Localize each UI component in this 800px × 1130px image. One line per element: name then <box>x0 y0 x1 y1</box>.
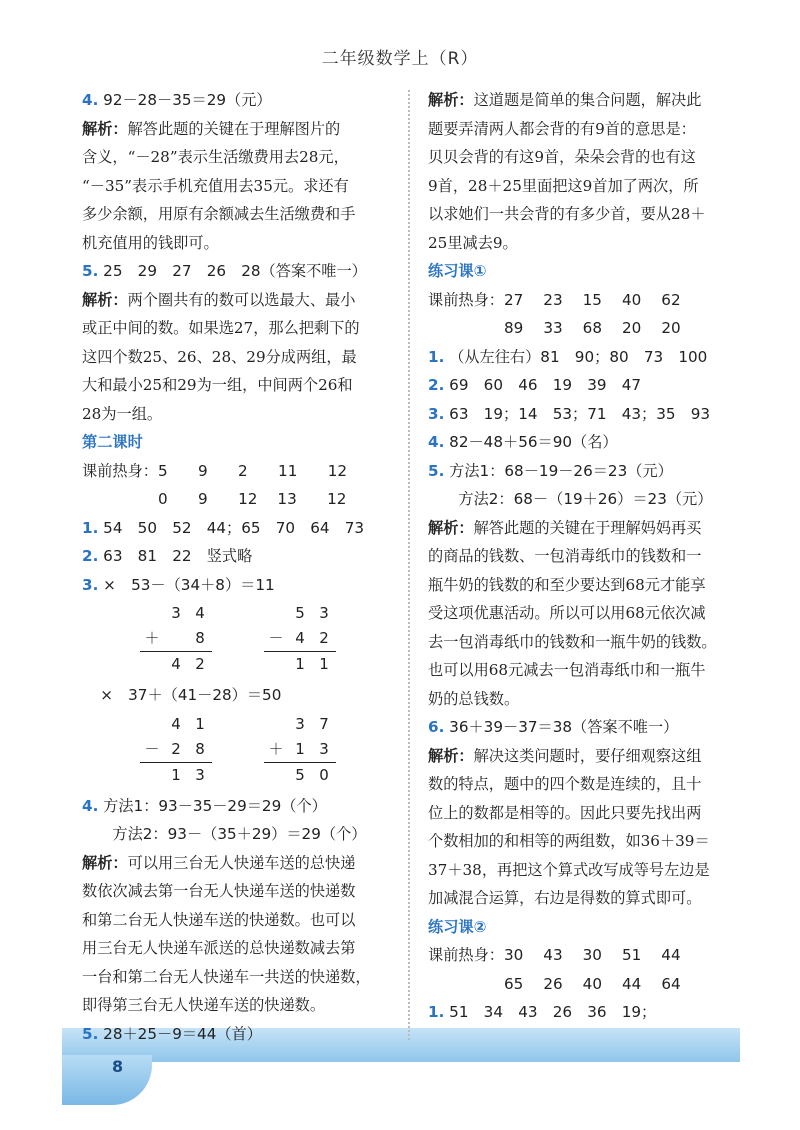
warmup-row-1: 课前热身：5 9 2 11 12 <box>82 461 348 480</box>
answer-3: 3. × 53－（34＋8）＝11 <box>82 575 275 594</box>
warmup2-row-1: 课前热身：30 43 30 51 44 <box>428 946 681 964</box>
answer-c1: 1. 51 34 43 26 36 19； <box>428 1003 657 1021</box>
analysis-4b: 解析：可以用三台无人快递车送的总快递 数依次减去第一台无人快递车送的快递数 和第二台无人快递车送的快递数。也可以 用三台无人快递车派送的总快递数减去第 一台和第二台无人快递车一共送的快递数， 即得第三台无人快递车送的快递数。 <box>82 853 371 1014</box>
vertical-calc-pair-1 <box>106 599 400 681</box>
column-divider <box>408 90 410 1040</box>
analysis-b6: 解析：解决这类问题时，要仔细观察这组 数的特点，题中的四个数是连续的，且十 位上的数都是相等的。因此只要先找出两 个数相加的和相等的两组数，如36＋39＝ 37＋38，再把这个算式改写成等号左边是 加减混合运算，右边是得数的算式即可。 <box>428 746 710 907</box>
section-title-practice2: 练习课② <box>428 917 487 936</box>
vertical-calc-pair-2 <box>106 710 400 792</box>
vertical-calc: 3 7 ＋ 1 3 5 0 <box>268 714 329 784</box>
answer-4: 4. 92－28－35＝29（元） <box>82 91 272 109</box>
vertical-calc: 4 1 － 2 8 1 3 <box>144 714 205 784</box>
right-column <box>428 86 750 1027</box>
answer-1: 1. 54 50 52 44；65 70 64 73 <box>82 518 365 537</box>
analysis-b5: 解析：解答此题的关键在于理解妈妈再买 的商品的钱数、一包消毒纸巾的钱数和一 瓶牛奶的钱数的和至少要达到68元才能享 受这项优惠活动。所以可以用68元依次减 去一包消毒纸巾的钱数和一瓶牛奶的钱数。 也可以用68元减去一包消毒纸巾和一瓶牛 奶的总钱数。 <box>428 518 717 708</box>
answer-3b: × 37＋（41－28）＝50 <box>100 686 282 704</box>
section-title-practice1: 练习课① <box>428 262 487 280</box>
answer-b5: 5. 方法1：68－19－26＝23（元） <box>428 461 673 480</box>
answer-b1: 1. （从左往右）81 90；80 73 100 <box>428 347 708 366</box>
page-header: 二年级数学上（R） <box>321 49 479 69</box>
analysis-5b: 解析：这道题是简单的集合问题，解决此 题要弄清两人都会背的有9首的意思是： 贝贝会背的有这9首，朵朵会背的也有这 9首，28＋25里面把这9首加了两次，所 以求她们一共会背的有多少首，要从28＋ 25里减去9。 <box>428 91 706 252</box>
warmup2-row-2: 65 26 40 44 64 <box>504 974 681 993</box>
answer-4b: 4. 方法1：93－35－29＝29（个） <box>82 796 327 815</box>
section-title-lesson2: 第二课时 <box>82 433 143 451</box>
answer-b2: 2. 69 60 46 19 39 47 <box>428 376 642 394</box>
answer-5b: 5. 28＋25－9＝44（首） <box>82 1024 262 1043</box>
left-column <box>82 86 400 1048</box>
analysis-4: 解析：解答此题的关键在于理解图片的 含义，“－28”表示生活缴费用去28元， “－35”表示手机充值用去35元。求还有 多少余额，用原有余额减去生活缴费和手 机充值用的钱即可。 <box>82 119 356 252</box>
answer-b5-method2: 方法2：68－（19＋26）＝23（元） <box>458 490 713 508</box>
answer-b3: 3. 63 19；14 53；71 43；35 93 <box>428 404 711 423</box>
warmup1-row-2: 89 33 68 20 20 <box>504 319 681 337</box>
answer-2: 2. 63 81 22 竖式略 <box>82 547 253 565</box>
analysis-5: 解析：两个圈共有的数可以选最大、最小 或正中间的数。如果选27，那么把剩下的 这四个数25、26、28、29分成两组，最 大和最小25和29为一组，中间两个26和 28为一组。 <box>82 290 360 423</box>
answer-4b-method2: 方法2：93－（35＋29）＝29（个） <box>112 825 367 843</box>
answer-5: 5. 25 29 27 26 28（答案不唯一） <box>82 262 367 280</box>
warmup1-row-1: 课前热身：27 23 15 40 62 <box>428 290 681 309</box>
page-corner-decoration <box>62 1055 152 1105</box>
warmup-row-2: 0 9 12 13 12 <box>158 490 347 508</box>
answer-b6: 6. 36＋39－37＝38（答案不唯一） <box>428 718 679 736</box>
vertical-calc: 5 3 － 4 2 1 1 <box>268 604 329 673</box>
answer-b4: 4. 82－48＋56＝90（名） <box>428 433 618 451</box>
page-number: 8 <box>112 1057 124 1076</box>
vertical-calc: 3 4 ＋ 8 4 2 <box>144 604 205 673</box>
